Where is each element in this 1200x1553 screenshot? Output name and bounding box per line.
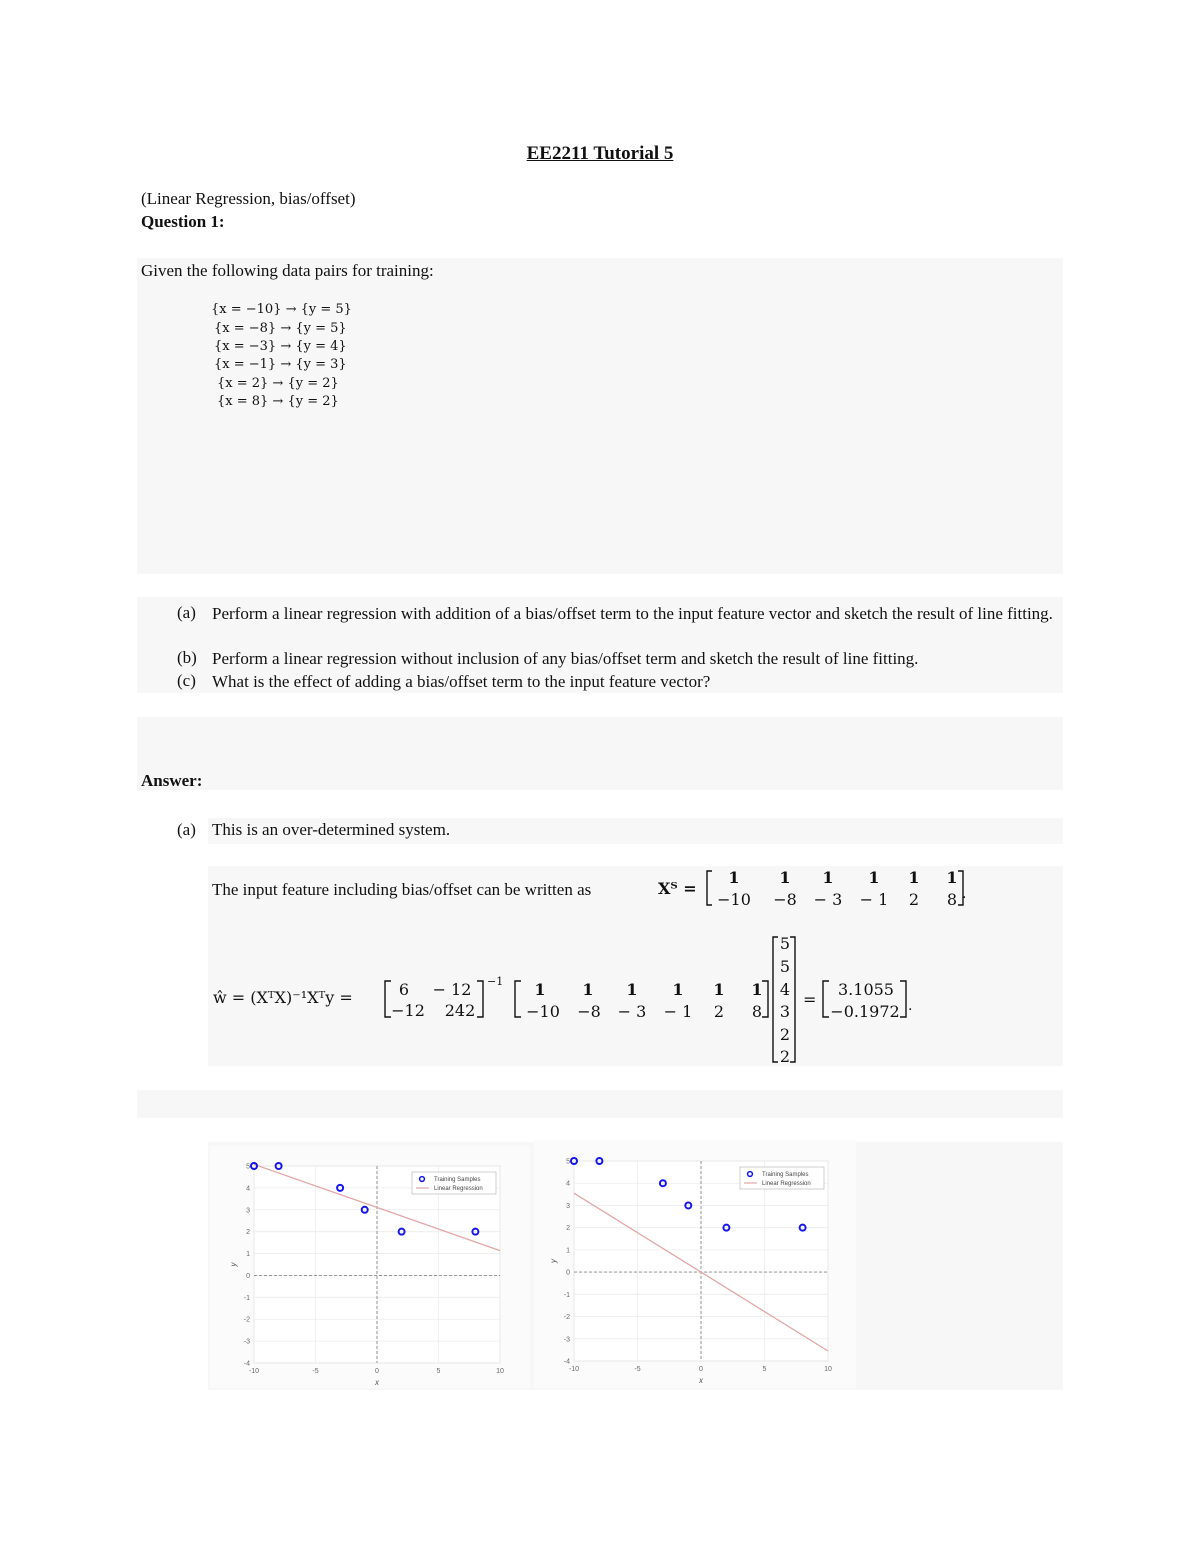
matrix-cell: −8 [773,890,797,909]
x-tick-label: 0 [699,1366,703,1373]
equals-sign: = [803,990,817,1009]
y-tick-label: 3 [246,1207,250,1215]
matrix-cell: 1 [751,980,763,999]
data-pair: {x = −1} → {y = 3} [214,357,347,372]
vector-cell: 5 [779,957,791,976]
matrix-cell: − 1 [663,1002,693,1021]
x-tick-label: 5 [436,1368,441,1375]
vector-cell: 5 [779,934,791,953]
matrix-cell: 1 [534,980,546,999]
matrix-cell: −8 [577,1002,601,1021]
y-tick-label: 4 [246,1185,250,1193]
matrix-cell: 1 [728,868,740,887]
matrix-cell: 8 [751,1002,763,1021]
part-text: Perform a linear regression with addition of a bias/offset term to the input feature vector and sketch the result of line fitting. [212,604,1053,623]
question-intro: Given the following data pairs for training: [141,261,434,280]
vector-cell: 4 [779,980,791,999]
y-axis-label: y [549,1259,558,1263]
y-tick-label: -4 [243,1360,250,1368]
matrix-cell: 1 [672,980,684,999]
data-pair: {x = −3} → {y = 4} [214,339,347,354]
vector-cell: 2 [779,1047,791,1066]
y-tick-label: 4 [566,1180,570,1188]
x-axis-label: x [375,1378,379,1387]
result-cell: 3.1055 [838,980,894,999]
y-tick-label: -1 [563,1291,570,1299]
matrix-cell: −12 [391,1001,425,1020]
y-tick-label: 5 [246,1163,250,1171]
matrix-cell: 1 [908,868,920,887]
y-tick-label: -1 [243,1294,250,1302]
matrix-cell: 242 [444,1001,476,1020]
x-tick-label: -10 [568,1366,580,1373]
question-heading: Question 1: [141,212,225,231]
matrix-cell: − 3 [617,1002,647,1021]
y-tick-label: -2 [563,1314,570,1322]
x-tick-label: 10 [496,1368,504,1375]
legend-label-line: Linear Regression [434,1186,483,1192]
data-pair: {x = −10} → {y = 5} [211,302,352,317]
x-tick-label: 0 [375,1368,379,1375]
y-tick-label: 2 [566,1225,570,1233]
spacer-background [137,717,1063,790]
matrix-cell: 1 [779,868,791,887]
matrix-cell: 1 [713,980,725,999]
legend-label-samples: Training Samples [434,1177,481,1183]
answer-a-text: This is an over-determined system. [212,820,451,839]
feature-sentence: The input feature including bias/offset can be written as [212,880,592,899]
vector-cell: 3 [779,1002,791,1021]
spacer-background-2 [137,1090,1063,1118]
topic: (Linear Regression, bias/offset) [141,189,356,208]
matrix-cell: −10 [717,890,751,909]
data-pair: {x = −8} → {y = 5} [214,321,347,336]
y-tick-label: 2 [246,1229,250,1237]
legend-label-samples: Training Samples [762,1172,809,1178]
matrix-cell: 2 [713,1002,725,1021]
result-cell: −0.1972 [830,1002,900,1021]
y-axis-label: y [229,1262,238,1267]
matrix-cell: −10 [526,1002,560,1021]
y-tick-label: 1 [566,1247,570,1255]
y-tick-label: -4 [563,1358,570,1366]
answer-heading: Answer: [141,771,203,790]
page-title: EE2211 Tutorial 5 [526,143,674,164]
y-tick-label: 3 [566,1202,570,1210]
x-tick-label: -5 [634,1366,641,1373]
part-label: (c) [177,671,196,690]
y-tick-label: 5 [566,1158,570,1166]
legend-label-line: Linear Regression [762,1181,811,1187]
x-tick-label: 5 [762,1366,767,1373]
y-tick-label: 1 [246,1251,250,1259]
w-hat-lhs: ŵ = (XᵀX)⁻¹Xᵀy = [213,988,353,1007]
part-label: (b) [177,648,197,667]
part-label: (a) [177,603,196,622]
matrix-cell: − 12 [432,980,472,999]
matrix-cell: 8 [946,890,958,909]
y-tick-label: -2 [243,1316,250,1324]
data-pair: {x = 8} → {y = 2} [217,394,339,409]
matrix-cell: 1 [822,868,834,887]
matrix-cell: 1 [946,868,958,887]
result-end: . [908,998,913,1014]
matrix-cell: − 1 [859,890,889,909]
matrix-cell: 6 [398,980,410,999]
part-text: Perform a linear regression without inclusion of any bias/offset term and sketch the result of line fitting. [212,649,919,668]
x-tick-label: 10 [824,1366,832,1373]
equation-end: . [962,886,967,902]
answer-a-label: (a) [177,820,196,839]
matrix-cell: 1 [626,980,638,999]
vector-cell: 2 [779,1025,791,1044]
matrix-cell: 1 [582,980,594,999]
data-pair: {x = 2} → {y = 2} [217,376,339,391]
plot-panel-with-bias [210,1146,530,1388]
matrix-cell: 1 [868,868,880,887]
y-tick-label: 0 [246,1272,250,1280]
regression-plot-with-bias [210,1146,530,1388]
x-tick-label: -10 [248,1368,260,1375]
y-tick-label: 0 [566,1269,570,1277]
part-text: What is the effect of adding a bias/offset term to the input feature vector? [212,672,711,691]
matrix-cell: 2 [908,890,920,909]
xt-lhs: Xᵀ = [658,879,697,898]
regression-plot-without-bias [534,1140,856,1388]
y-tick-label: -3 [243,1338,250,1346]
x-tick-label: -5 [312,1368,319,1375]
inverse-exponent: −1 [487,975,504,988]
matrix-cell: − 3 [813,890,843,909]
plot-panel-without-bias [534,1140,856,1388]
y-tick-label: -3 [563,1336,570,1344]
x-axis-label: x [699,1376,703,1385]
